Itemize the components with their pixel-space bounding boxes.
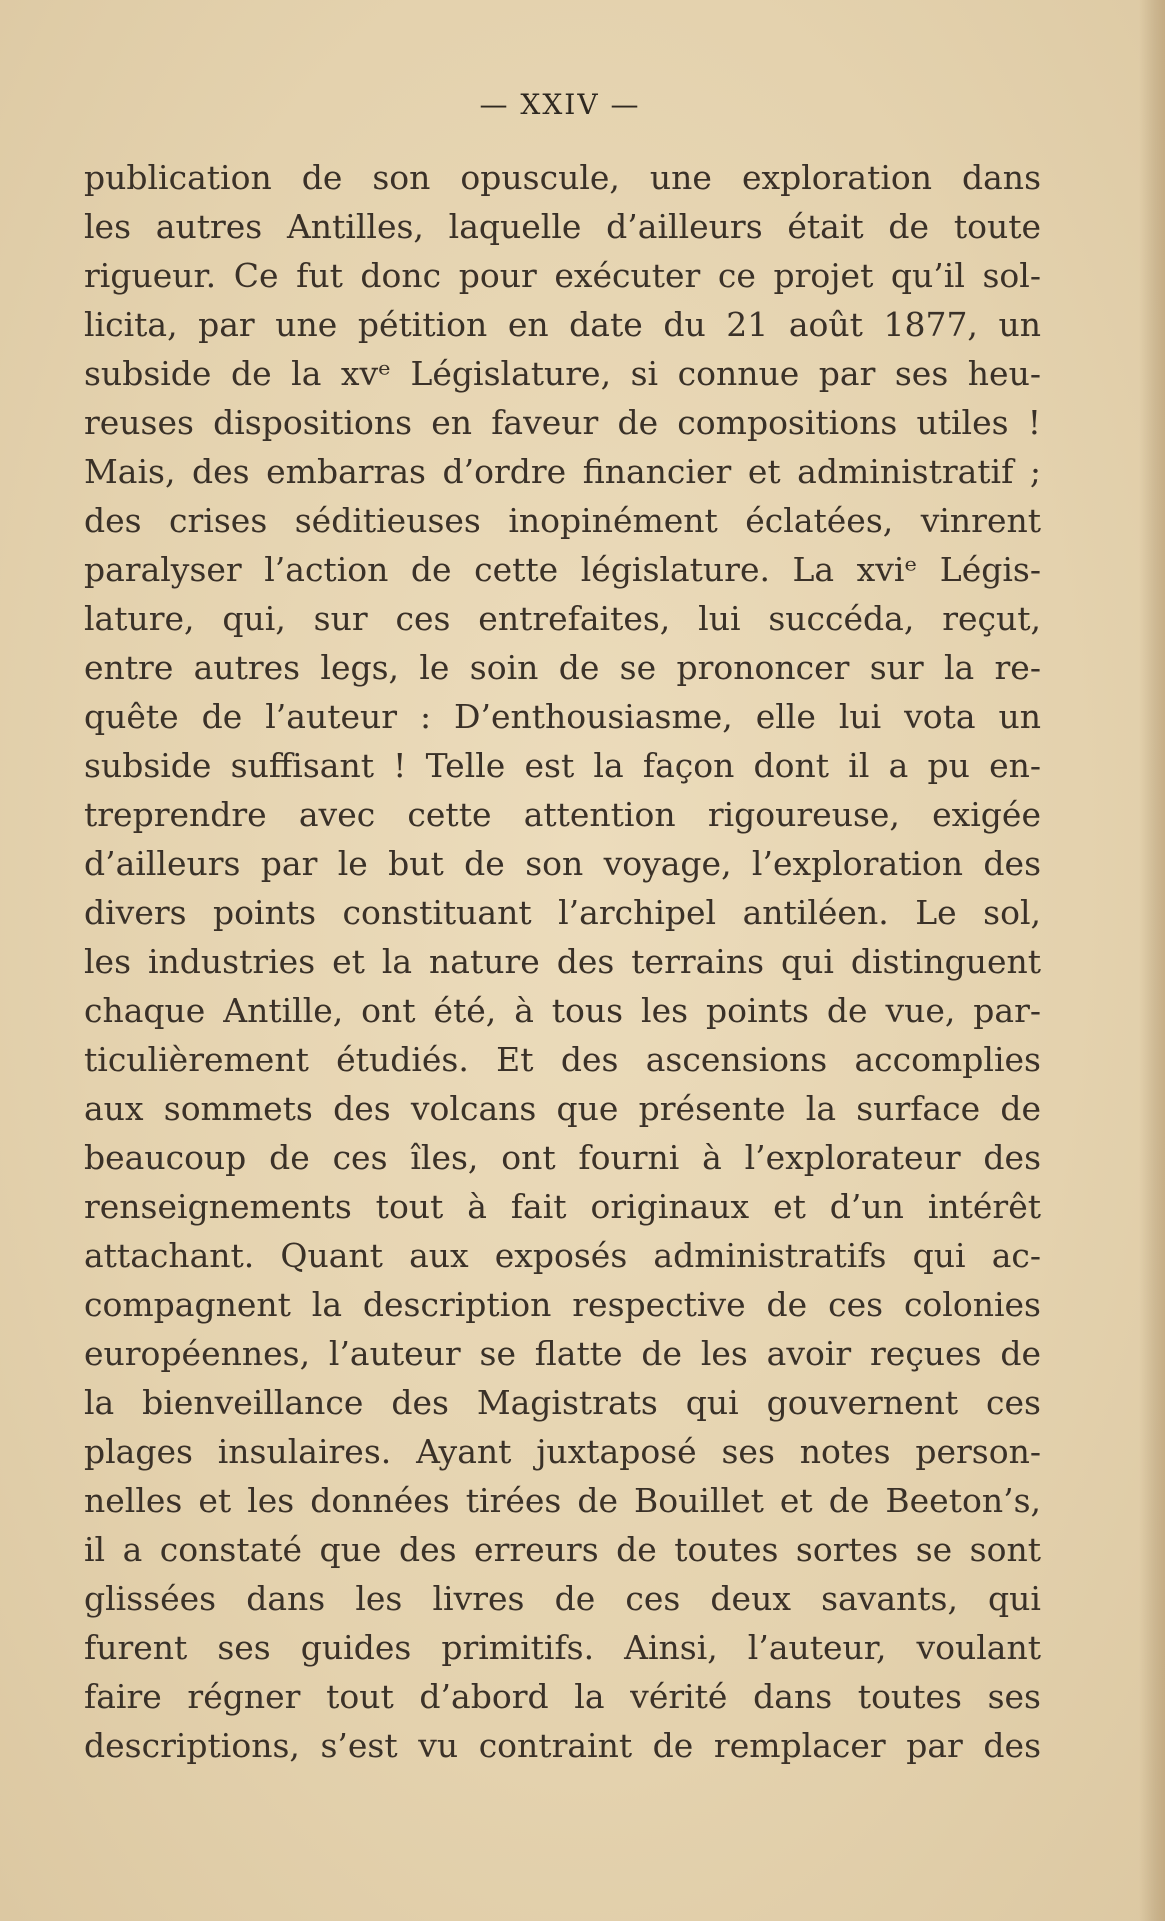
text-line: entre autres legs, le soin de se prononcer sur la re- (84, 648, 1041, 687)
text-line: chaque Antille, ont été, à tous les points de vue, par- (84, 991, 1041, 1030)
text-line: renseignements tout à fait originaux et d’un intérêt (84, 1187, 1041, 1226)
text-line: paralyser l’action de cette législature. La xviᵉ Légis- (84, 550, 1041, 589)
text-line: subside suffisant ! Telle est la façon dont il a pu en- (84, 746, 1041, 785)
text-line: beaucoup de ces îles, ont fourni à l’explorateur des (84, 1138, 1041, 1177)
text-line: attachant. Quant aux exposés administratifs qui ac- (84, 1236, 1041, 1275)
text-line: les industries et la nature des terrains qui distinguent (84, 942, 1041, 981)
text-line: glissées dans les livres de ces deux savants, qui (84, 1579, 1041, 1618)
text-line: rigueur. Ce fut donc pour exécuter ce projet qu’il sol- (84, 256, 1041, 295)
text-line: divers points constituant l’archipel antiléen. Le sol, (84, 893, 1041, 932)
text-line: les autres Antilles, laquelle d’ailleurs était de toute (84, 207, 1041, 246)
text-line: descriptions, s’est vu contraint de remplacer par des (84, 1726, 1041, 1765)
text-line: des crises séditieuses inopinément éclatées, vinrent (84, 501, 1041, 540)
text-line: treprendre avec cette attention rigoureuse, exigée (84, 795, 1041, 834)
text-line: quête de l’auteur : D’enthousiasme, elle lui vota un (84, 697, 1041, 736)
text-line: ticulièrement étudiés. Et des ascensions accomplies (84, 1040, 1041, 1079)
page-edge-shadow (1139, 0, 1165, 1921)
text-line: la bienveillance des Magistrats qui gouvernent ces (84, 1383, 1041, 1422)
page-number: — XXIV — (479, 88, 641, 121)
text-line: il a constaté que des erreurs de toutes sortes se sont (84, 1530, 1041, 1569)
text-line: licita, par une pétition en date du 21 août 1877, un (84, 305, 1041, 344)
text-line: furent ses guides primitifs. Ainsi, l’auteur, voulant (84, 1628, 1041, 1667)
text-line: lature, qui, sur ces entrefaites, lui succéda, reçut, (84, 599, 1041, 638)
text-line: européennes, l’auteur se flatte de les avoir reçues de (84, 1334, 1041, 1373)
text-line: aux sommets des volcans que présente la surface de (84, 1089, 1041, 1128)
text-line: Mais, des embarras d’ordre financier et administratif ; (84, 452, 1041, 491)
text-line: reuses dispositions en faveur de compositions utiles ! (84, 403, 1041, 442)
text-line: publication de son opuscule, une exploration dans (84, 158, 1041, 197)
text-line: subside de la xvᵉ Législature, si connue par ses heu- (84, 354, 1041, 393)
body-text (84, 153, 1041, 1770)
text-line: faire régner tout d’abord la vérité dans toutes ses (84, 1677, 1041, 1716)
text-line: compagnent la description respective de ces colonies (84, 1285, 1041, 1324)
text-line: d’ailleurs par le but de son voyage, l’exploration des (84, 844, 1041, 883)
text-line: plages insulaires. Ayant juxtaposé ses notes person- (84, 1432, 1041, 1471)
text-line: nelles et les données tirées de Bouillet et de Beeton’s, (84, 1481, 1041, 1520)
